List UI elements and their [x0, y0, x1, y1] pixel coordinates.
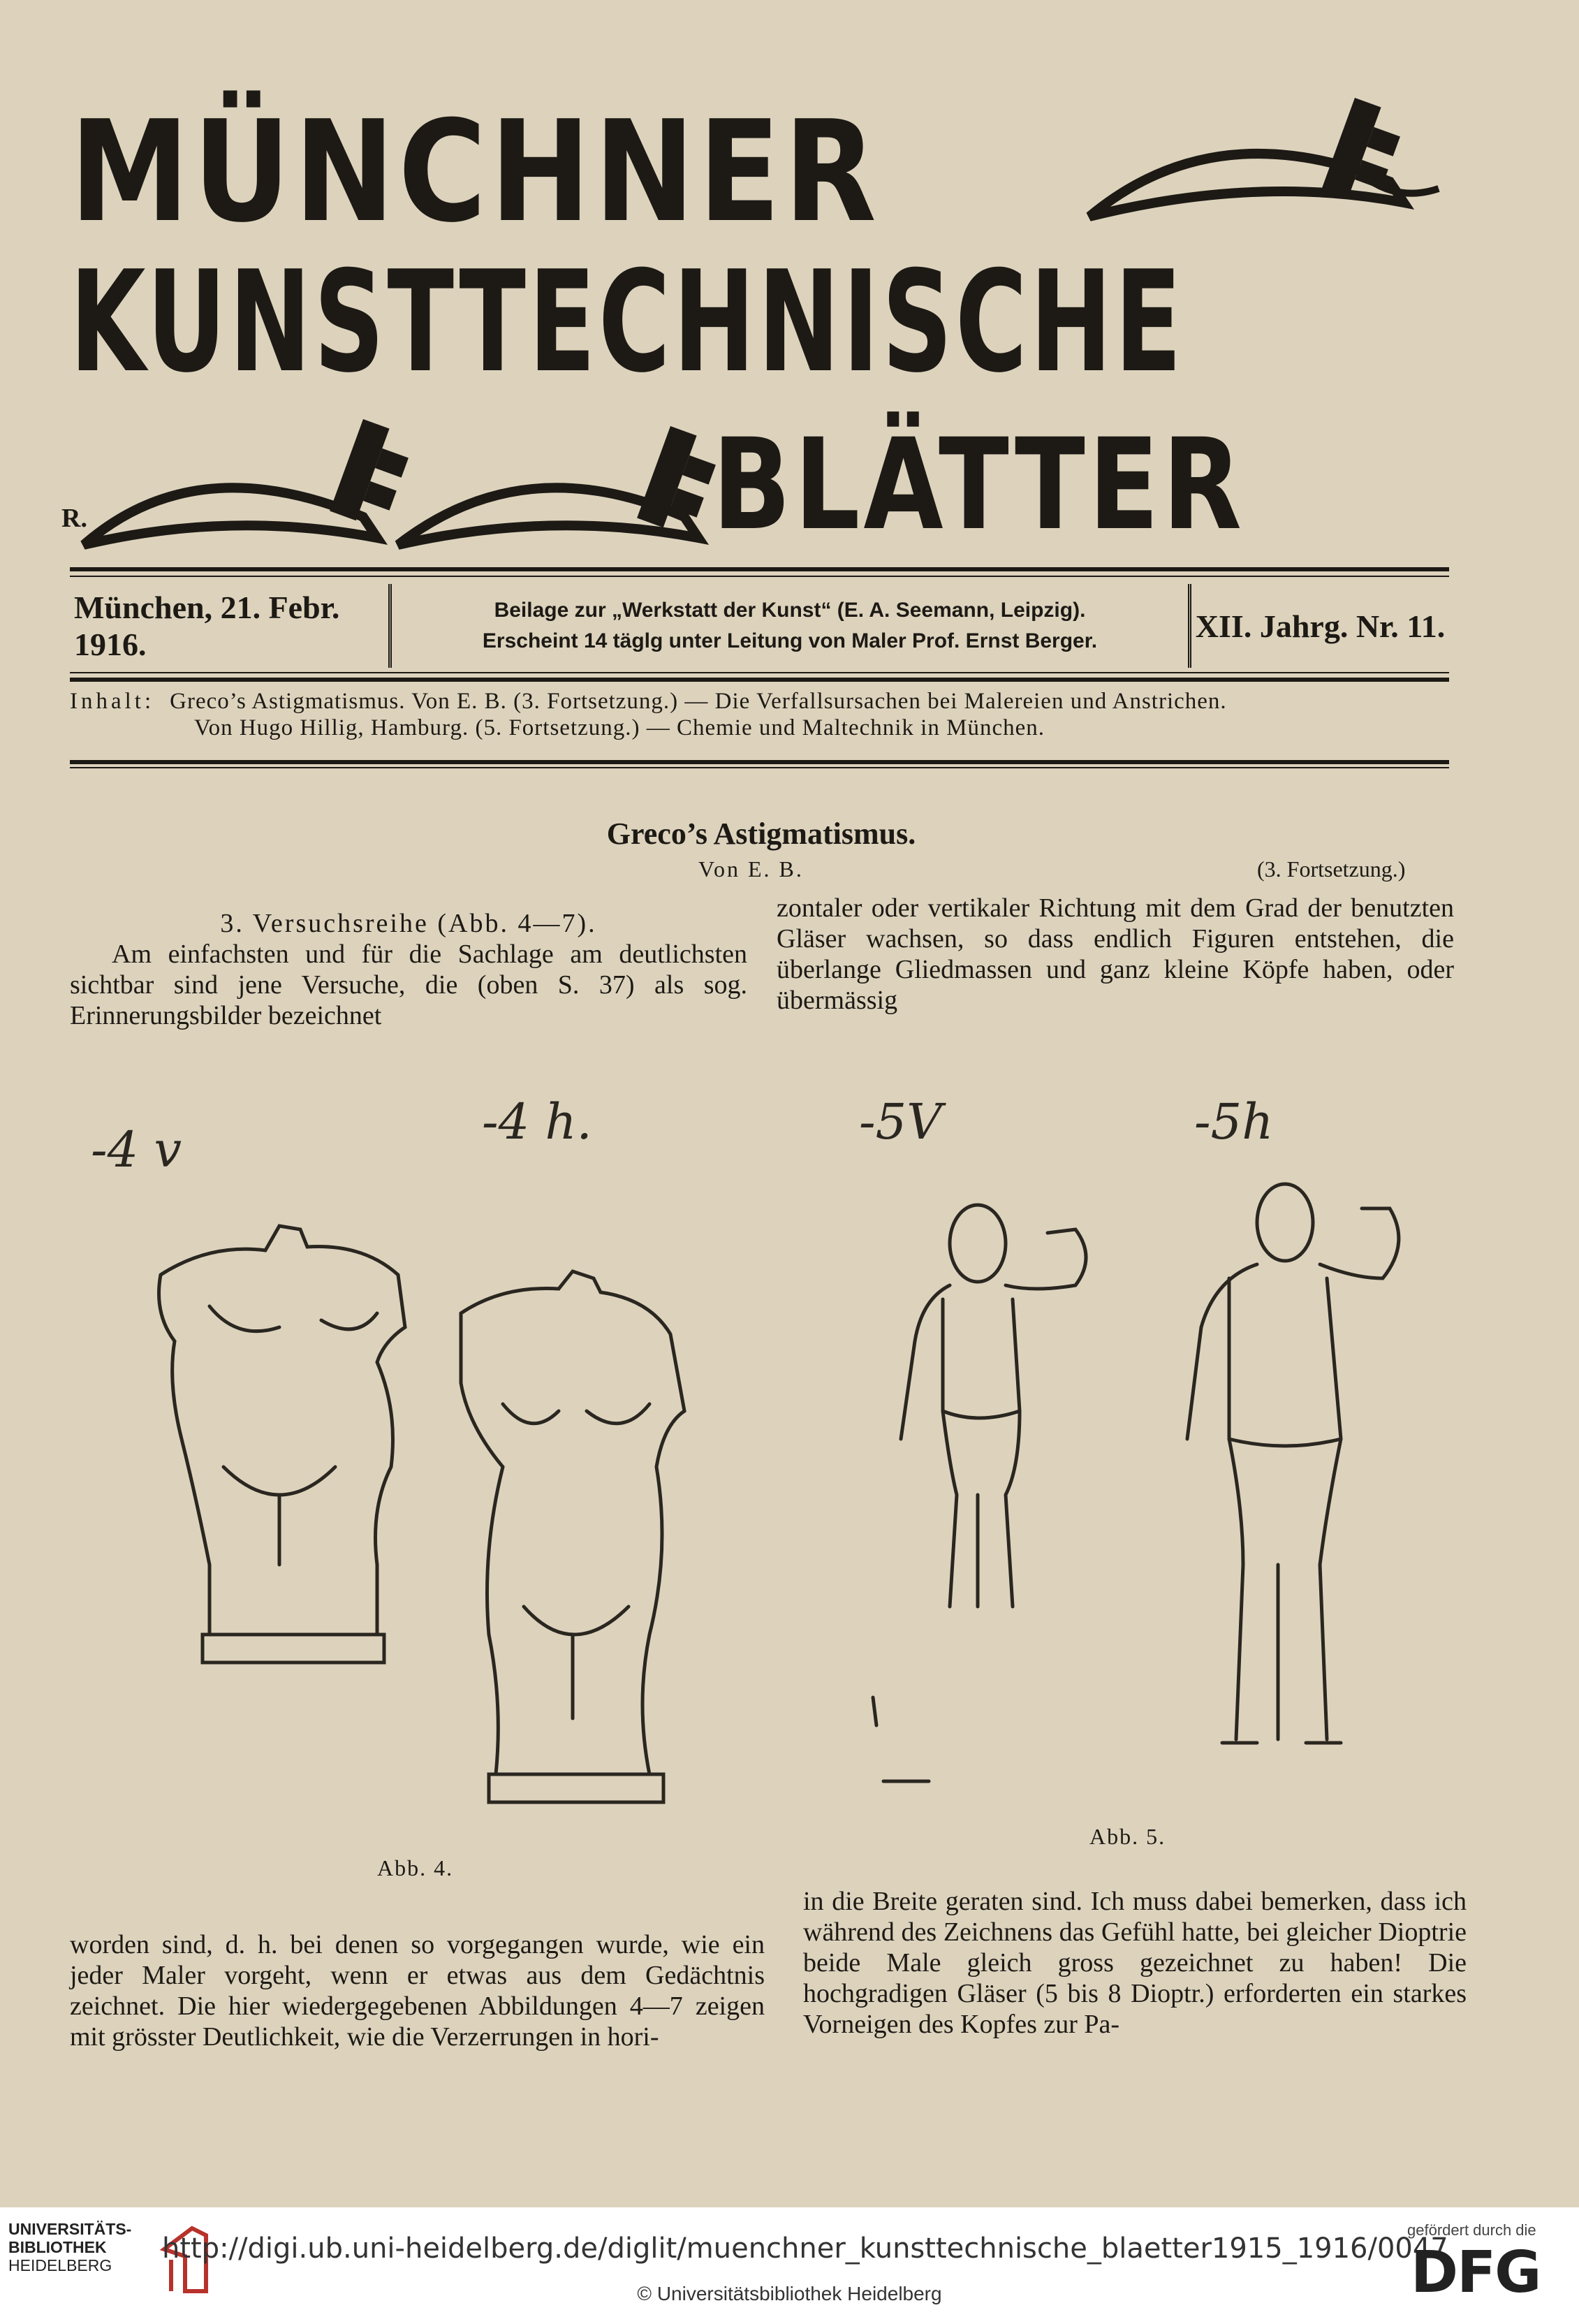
table-of-contents [70, 688, 1449, 741]
toc-label: Inhalt: [70, 689, 155, 714]
toc-rule-thin [70, 767, 1449, 768]
header-rule-bottom-thin [70, 672, 1449, 673]
copyright-notice: © Universitätsbibliothek Heidelberg [637, 2283, 942, 2304]
permalink-url[interactable]: http://digi.ub.uni-heidelberg.de/diglit/muenchner_kunsttechnische_blaetter1915_1916/0047 [162, 2232, 1448, 2265]
label-a: -4 v [91, 1121, 182, 1178]
funding-note: gefördert durch die [1407, 2221, 1536, 2239]
masthead-line-3: BLÄTTER [712, 412, 1246, 558]
label-b: -4 h. [482, 1093, 592, 1150]
dfg-logo: DFG [1411, 2239, 1541, 2306]
masthead-line-1: MÜNCHNER [70, 91, 881, 254]
label-c: -5V [859, 1093, 942, 1150]
masthead [70, 84, 1467, 573]
library-name-line-1: UNIVERSITÄTS- [8, 2220, 132, 2238]
section-heading: 3. Versuchsreihe (Abb. 4—7). [220, 909, 597, 938]
article-title: Greco’s Astigmatismus. [606, 817, 916, 851]
artist-monogram: R. [61, 504, 87, 533]
toc-rule [70, 760, 1449, 764]
library-name-line-2: BIBLIOTHEK [8, 2238, 107, 2256]
masthead-line-2: KUNSTTECHNISCHE [70, 241, 1185, 404]
header-rule-top [70, 567, 1449, 571]
toc-line-2: Von Hugo Hillig, Hamburg. (5. Fortsetzung.) — Chemie und Maltechnik in München. [194, 715, 1045, 740]
issue-number: XII. Jahrg. Nr. 11. [1195, 608, 1446, 644]
library-footer [0, 2207, 1579, 2324]
left-column-top [70, 908, 747, 1031]
caption-abb-4: Abb. 4. [377, 1855, 454, 1879]
library-name-line-3: HEIDELBERG [8, 2256, 112, 2274]
library-name [8, 2220, 131, 2274]
toc-line-1: Greco’s Astigmatismus. Von E. B. (3. Fortsetzung.) — Die Verfallsursachen bei Malereien und Anstrichen. [170, 689, 1227, 714]
caption-abb-5: Abb. 5. [1089, 1824, 1166, 1849]
label-d: -5h [1194, 1093, 1274, 1150]
right-column-top [777, 893, 1454, 1016]
supplement-note [392, 584, 1191, 668]
article-author: Von E. B. [698, 856, 804, 882]
supplement-line-2: Erscheint 14 täglg unter Leitung von Maler Prof. Ernst Berger. [482, 629, 1098, 652]
header-band [70, 584, 1449, 668]
right-column-bottom [803, 1886, 1467, 2040]
paragraph-left-top: Am einfachsten und für die Sachlage am deutlichsten sichtbar sind jene Versuche, die (oben S. 37) als sog. Erinnerungsbilder bezeichnet [70, 940, 747, 1030]
issue-date: München, 21. Febr. 1916. [70, 584, 392, 668]
header-rule-bottom [70, 678, 1449, 682]
paragraph-left-bottom: worden sind, d. h. bei denen so vorgegangen wurde, wie ein jeder Maler vorgeht, wenn er etwas aus dem Gedächtnis zeichnet. Die hier wiedergegebenen Abbildungen 4—7 zeigen mit grösster Deutlichkeit, wie die Verzerrungen in hori- [70, 1930, 765, 2052]
paragraph-right-top: zontaler oder vertikaler Richtung mit dem Grad der benutzten Gläser wachsen, so dass endlich Figuren entstehen, die überlange Gliedmassen und ganz kleine Köpfe haben, oder übermässig [777, 893, 1454, 1015]
supplement-line-1: Beilage zur „Werkstatt der Kunst“ (E. A. Seemann, Leipzig). [494, 599, 1086, 622]
figure-sketches [70, 1076, 1467, 1879]
left-column-bottom [70, 1929, 765, 2052]
paragraph-right-bottom: in die Breite geraten sind. Ich muss dabei bemerken, dass ich während des Zeichnens das Gefühl hatte, bei gleicher Dioptrie beide Male gleich gross gezeichnet zu haben! Die hochgradigen Gläser (5 bis 8 Dioptr.) erforderten ein starkes Vorneigen des Kopfes zur Pa- [803, 1887, 1467, 2039]
article-continuation: (3. Fortsetzung.) [1257, 856, 1406, 882]
header-rule-top-thin [70, 576, 1449, 577]
